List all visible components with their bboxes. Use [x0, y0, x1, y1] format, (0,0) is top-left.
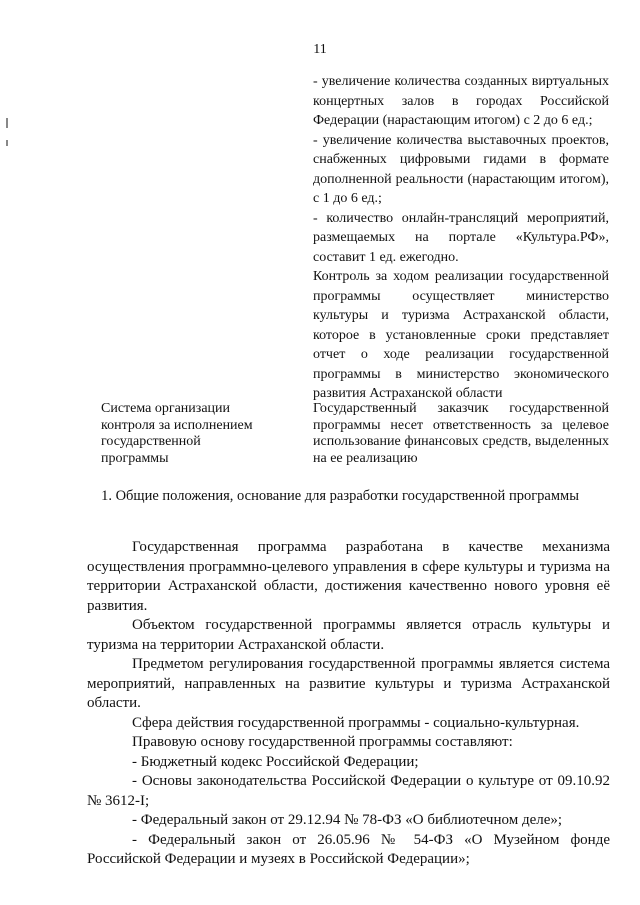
indicators-continuation: [313, 72, 609, 404]
body-paragraph: Государственная программа разработана в качестве механизма осуществления программно-целевого управления в сфере культуры и туризма на территории Астраханской области, достижения качественно нового уровня её развития.: [87, 539, 610, 614]
indicator-item: - увеличение количества созданных виртуальных концертных залов в городах Российской Федерации (нарастающим итогом) с 2 до 6 ед.;: [313, 74, 609, 128]
scan-artifact: [6, 118, 8, 128]
body-paragraph: Сфера действия государственной программы - социально-культурная.: [132, 714, 580, 731]
body-paragraph: Объектом государственной программы является отрасль культуры и туризма на территории Астраханской области.: [87, 617, 610, 653]
control-row-label: Система организации контроля за исполнением государственной программы: [101, 401, 253, 466]
indicator-item: - увеличение количества выставочных проектов, снабженных цифровыми гидами в формате дополненной реальности (нарастающим итогом), с 1 до 6 ед.;: [313, 132, 609, 206]
control-paragraph: Контроль за ходом реализации государственной программы осуществляет министерство культуры и туризма Астраханской области, которое в установленные сроки представляет отчет о ходе реализации государственной программы в министерство экономического развития Астраханской области: [313, 269, 609, 401]
section-body: [87, 538, 610, 870]
page-number: 11: [313, 42, 327, 57]
body-paragraph: - Бюджетный кодекс Российской Федерации;: [132, 753, 419, 770]
body-paragraph: - Федеральный закон от 29.12.94 № 78-ФЗ «О библиотечном деле»;: [132, 812, 563, 828]
body-paragraph: - Основы законодательства Российской Федерации о культуре от 09.10.92 № 3612-I;: [87, 773, 610, 809]
section-heading: 1. Общие положения, основание для разработки государственной программы: [101, 488, 579, 504]
scan-artifact: [6, 140, 8, 146]
body-paragraph: Предметом регулирования государственной программы является система мероприятий, направленных на развитие культуры и туризма Астраханской области.: [87, 656, 610, 711]
control-row-value: Государственный заказчик государственной программы несет ответственность за целевое использование финансовых средств, выделенных на ее реализацию: [313, 401, 609, 466]
body-paragraph: - Федеральный закон от 26.05.96 № 54-ФЗ «О Музейном фонде Российской Федерации и музеях в Российской Федерации»;: [87, 831, 610, 867]
body-paragraph: Правовую основу государственной программы составляют:: [132, 734, 513, 750]
indicator-item: - количество онлайн-трансляций мероприятий, размещаемых на портале «Культура.РФ», составит 1 ед. ежегодно.: [313, 210, 609, 265]
